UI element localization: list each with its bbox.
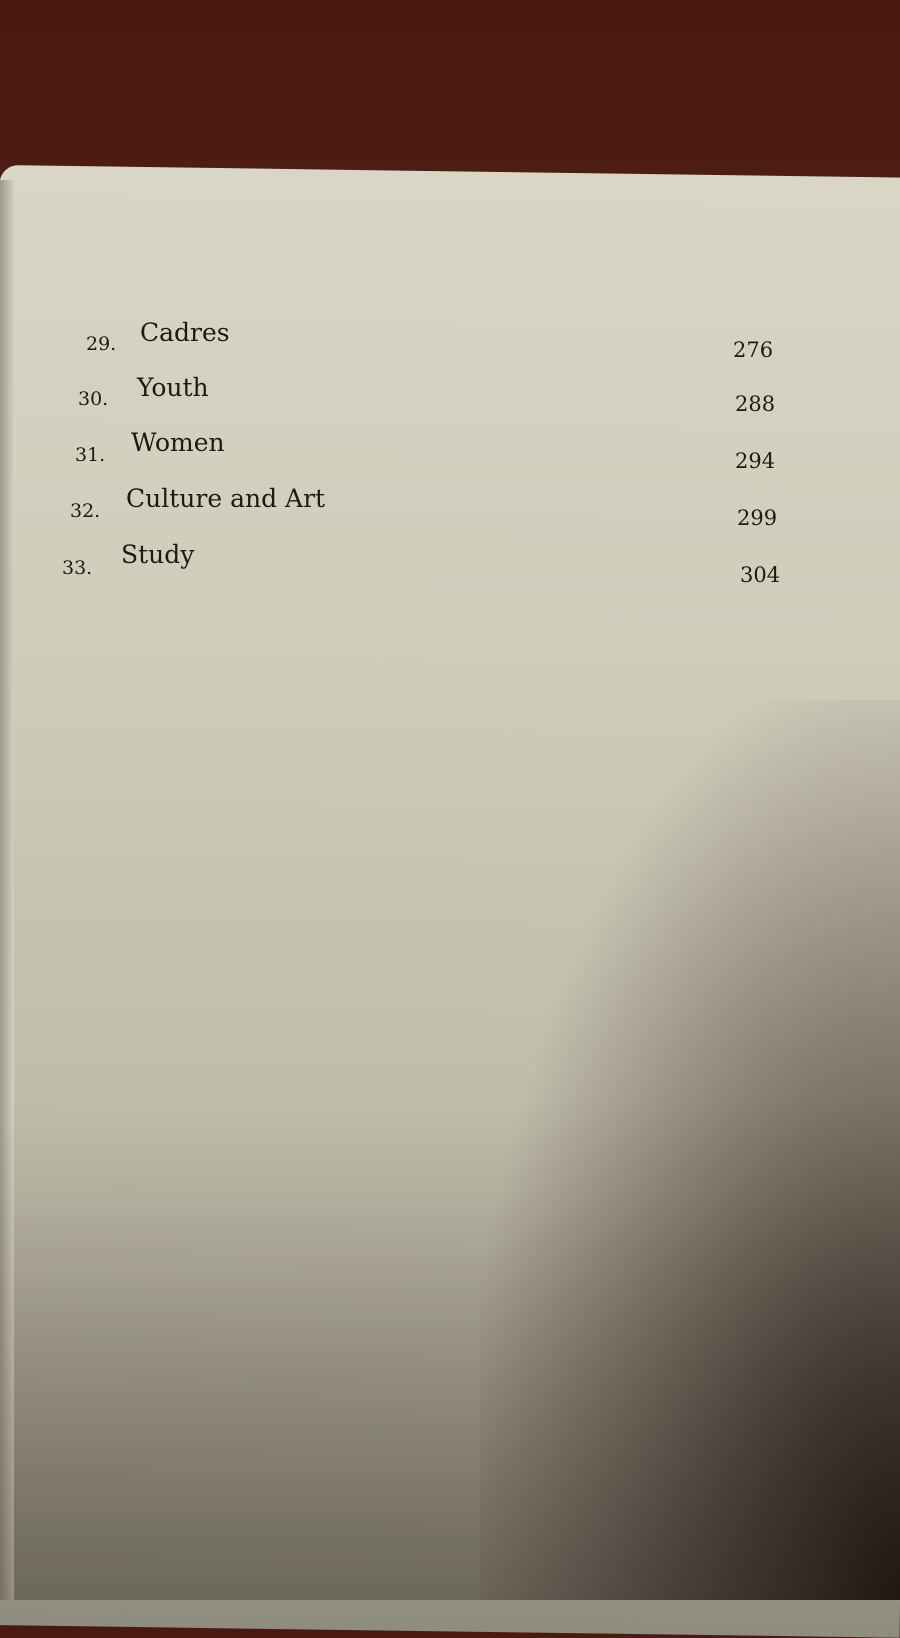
entry-page: 299 xyxy=(737,506,778,530)
entry-number: 32. xyxy=(70,500,101,522)
entry-number: 29. xyxy=(86,333,117,355)
entry-page: 294 xyxy=(735,449,776,473)
entry-title: Study xyxy=(121,540,195,569)
entry-number: 30. xyxy=(78,388,109,410)
entry-page: 288 xyxy=(735,392,776,416)
entry-title: Cadres xyxy=(140,318,230,347)
entry-title: Youth xyxy=(137,373,209,402)
entry-title: Culture and Art xyxy=(126,484,326,513)
corner-shadow xyxy=(480,700,900,1600)
entry-number: 33. xyxy=(62,557,93,579)
entry-title: Women xyxy=(131,428,225,457)
entry-page: 276 xyxy=(733,338,774,362)
entry-number: 31. xyxy=(75,444,106,466)
entry-page: 304 xyxy=(740,563,781,587)
